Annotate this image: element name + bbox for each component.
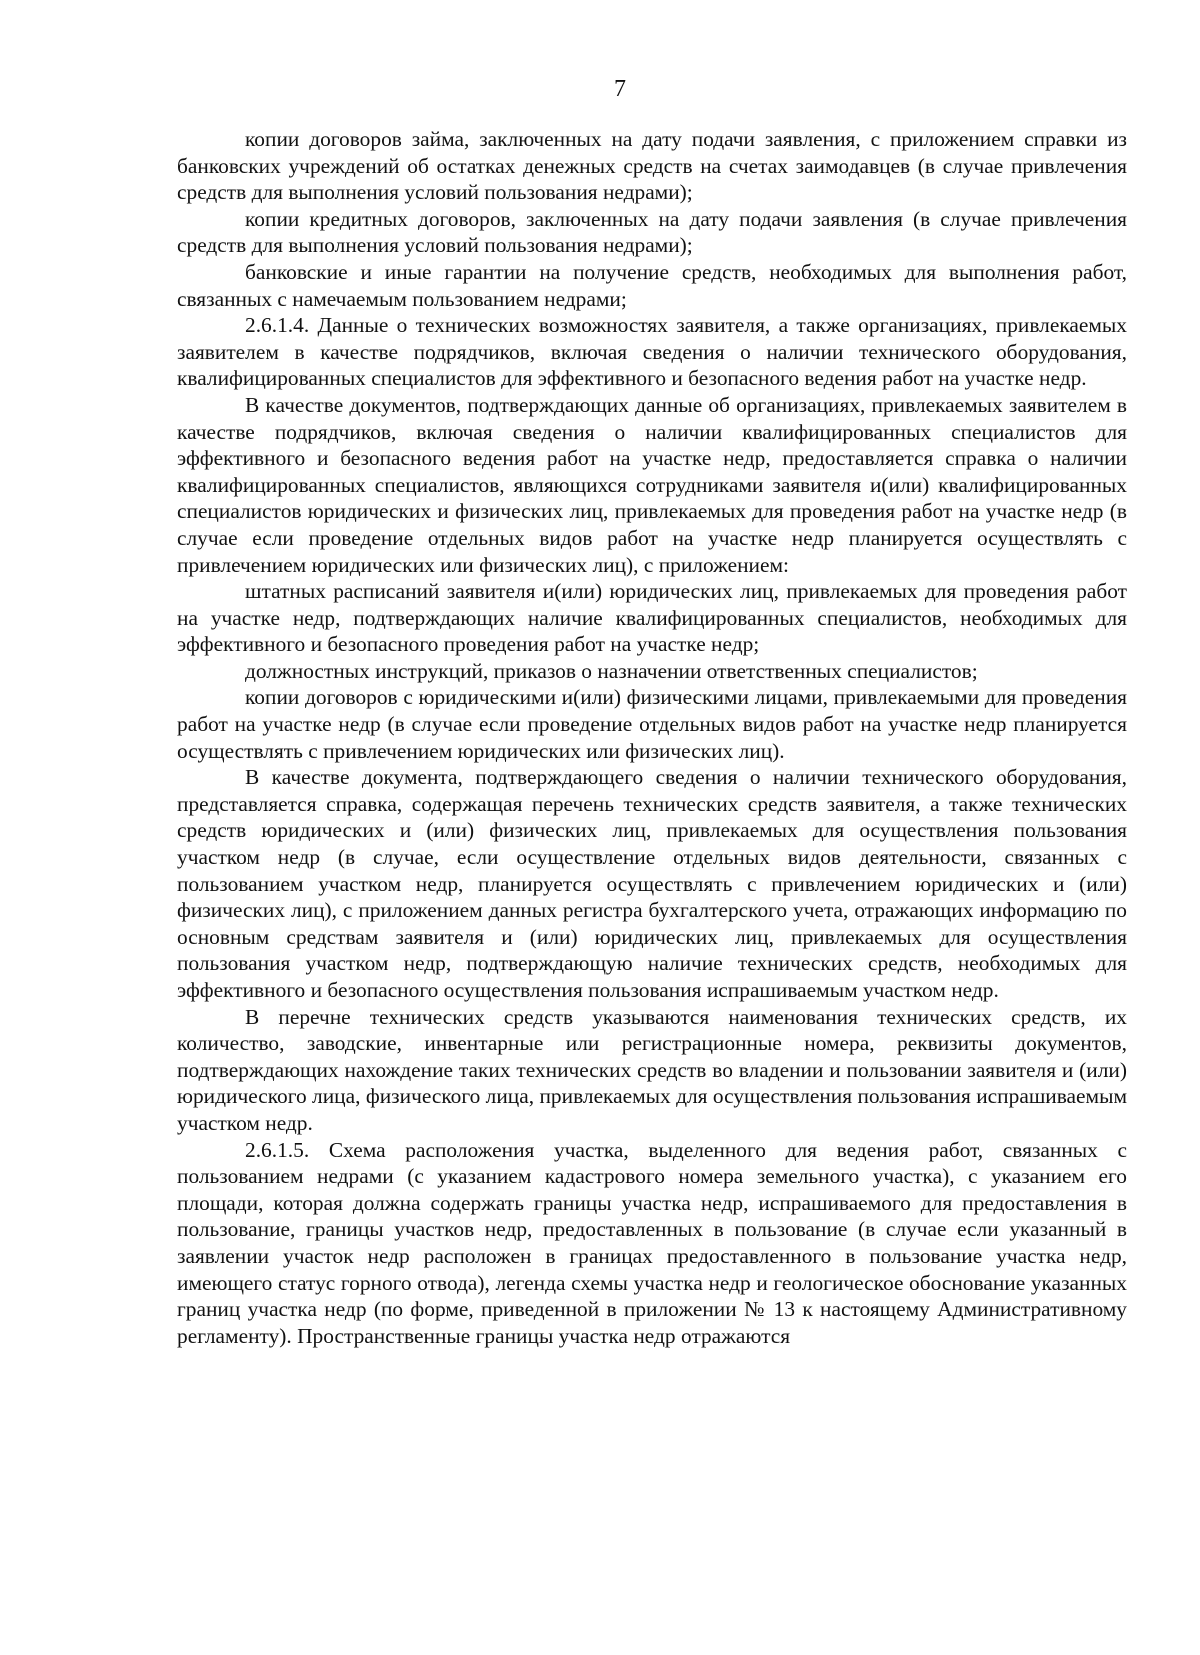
paragraph-contractor-documents: В качестве документов, подтверждающих данные об организациях, привлекаемых заявителем в качестве подрядчиков, включая сведения о наличии квалифицированных специалистов для эффективного и безопасного ведения работ на участке недр, предоставляется справка о наличии квалифицированных специалистов, являющихся сотрудниками заявителя и(или) квалифицированных специалистов юридических и физических лиц, привлекаемых для проведения работ на участке недр (в случае если проведение отдельных видов работ на участке недр планируется осуществлять с привлечением юридических или физических лиц), с приложением: (177, 392, 1127, 577)
paragraph-equipment-list: В перечне технических средств указываются наименования технических средств, их количество, заводские, инвентарные или регистрационные номера, реквизиты документов, подтверждающих нахождение таких технических средств во владении и пользовании заявителя и (или) юридического лица, физического лица, привлекаемых для осуществления пользования испрашиваемым участком недр. (177, 1004, 1127, 1135)
paragraph-contract-copies: копии договоров с юридическими и(или) физическими лицами, привлекаемыми для проведения работ на участке недр (в случае если проведение отдельных видов работ на участке недр планируется осуществлять с привлечением юридических или физических лиц). (177, 685, 1127, 763)
paragraph-staff-schedules: штатных расписаний заявителя и(или) юридических лиц, привлекаемых для проведения работ на участке недр, подтверждающих наличие квалифицированных специалистов, необходимых для эффективного и безопасного проведения работ на участке недр; (177, 579, 1127, 657)
paragraph-job-instructions: должностных инструкций, приказов о назначении ответственных специалистов; (245, 658, 978, 683)
page-number: 7 (614, 76, 626, 102)
document-body (177, 126, 1127, 1349)
paragraph-bank-guarantees: банковские и иные гарантии на получение средств, необходимых для выполнения работ, связанных с намечаемым пользованием недрами; (177, 259, 1127, 311)
paragraph-2-6-1-5: 2.6.1.5. Схема расположения участка, выделенного для ведения работ, связанных с пользованием недрами (с указанием кадастрового номера земельного участка), с указанием его площади, которая должна содержать границы участка недр, испрашиваемого для предоставления в пользование, границы участков недр, предоставленных в пользование (в случае если указанный в заявлении участок недр расположен в границах предоставленного в пользование участка недр, имеющего статус горного отвода), легенда схемы участка недр и геологическое обоснование указанных границ участка недр (по форме, приведенной в приложении № 13 к настоящему Административному регламенту). Пространственные границы участка недр отражаются (177, 1137, 1127, 1348)
paragraph-loan-agreements: копии договоров займа, заключенных на дату подачи заявления, с приложением справки из банковских учреждений об остатках денежных средств на счетах заимодавцев (в случае привлечения средств для выполнения условий пользования недрами); (177, 127, 1127, 205)
paragraph-credit-agreements: копии кредитных договоров, заключенных на дату подачи заявления (в случае привлечения средств для выполнения условий пользования недрами); (177, 206, 1127, 258)
paragraph-technical-equipment: В качестве документа, подтверждающего сведения о наличии технического оборудования, представляется справка, содержащая перечень технических средств заявителя, а также технических средств юридических и (или) физических лиц, привлекаемых для осуществления пользования участком недр (в случае, если осуществление отдельных видов деятельности, связанных с пользованием участком недр, планируется осуществлять с привлечением юридических и (или) физических лиц), с приложением данных регистра бухгалтерского учета, отражающих информацию по основным средствам заявителя и (или) юридических лиц, привлекаемых для осуществления пользования участком недр, подтверждающую наличие технических средств, необходимых для эффективного и безопасного осуществления пользования испрашиваемым участком недр. (177, 765, 1127, 1002)
paragraph-2-6-1-4: 2.6.1.4. Данные о технических возможностях заявителя, а также организациях, привлекаемых заявителем в качестве подрядчиков, включая сведения о наличии технического оборудования, квалифицированных специалистов для эффективного и безопасного ведения работ на участке недр. (177, 313, 1127, 391)
